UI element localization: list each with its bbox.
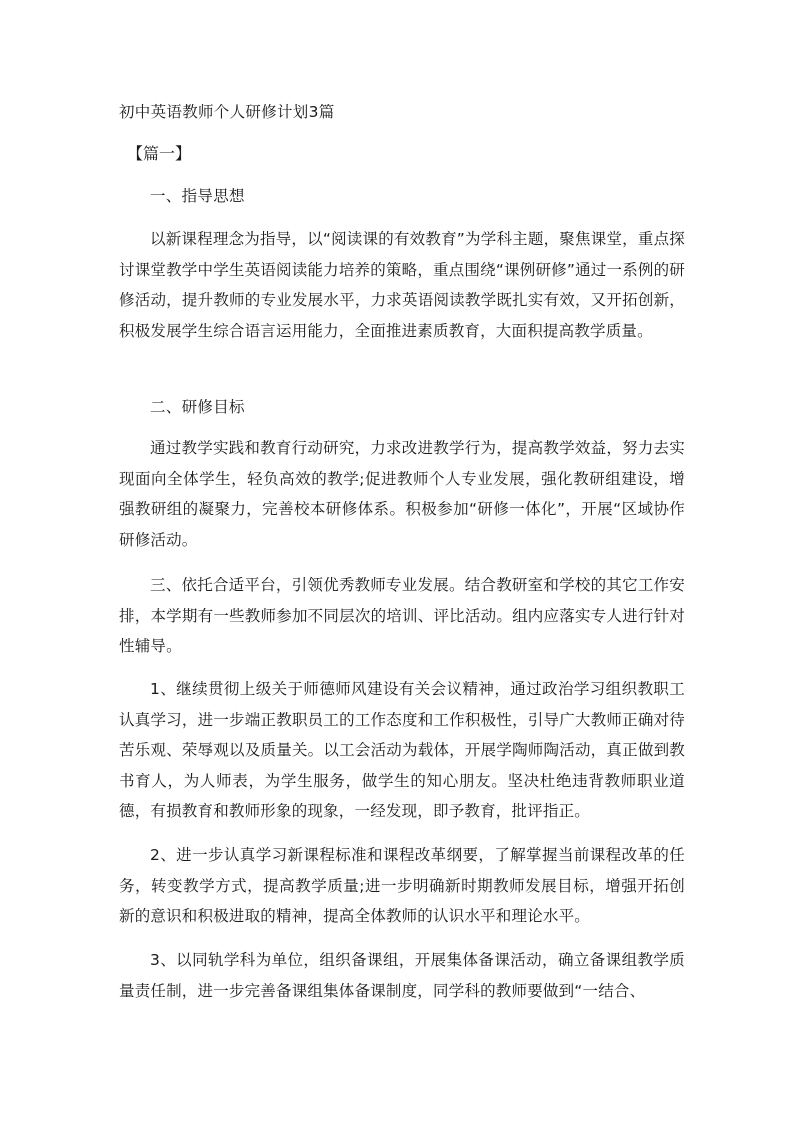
paragraph-guiding-ideology: 以新课程理念为指导，以“阅读课的有效教育”为学科主题，聚焦课堂，重点探讨课堂教学中学生英语阅读能力培养的策略，重点围绕“课例研修”通过一系例的研修活动，提升教师的专业发展水平，力求英语阅读教学既扎实有效，又开拓创新，积极发展学生综合语言运用能力，全面推进素质教育，大面积提高教学质量。 bbox=[119, 230, 685, 340]
paragraph-platform: 三、依托合适平台，引领优秀教师专业发展。结合教研室和学校的其它工作安排，本学期有一些教师参加不同层次的培训、评比活动。组内应落实专人进行针对性辅导。 bbox=[119, 576, 685, 655]
paragraph-item-3: 3、以同轨学科为单位，组织备课组，开展集体备课活动，确立备课组教学质量责任制，进一步完善备课组集体备课制度，同学科的教师要做到“一结合、 bbox=[119, 951, 685, 1000]
heading-guiding-ideology: 一、指导思想 bbox=[150, 187, 245, 205]
document-title: 初中英语教师个人研修计划3篇 bbox=[119, 103, 335, 121]
paragraph-item-2: 2、进一步认真学习新课程标准和课程改革纲要，了解掌握当前课程改革的任务，转变教学方式，提高教学质量;进一步明确新时期教师发展目标，增强开拓创新的意识和积极进取的精神，提高全体教师的认识水平和理论水平。 bbox=[119, 846, 685, 925]
paragraph-item-1: 1、继续贯彻上级关于师德师风建设有关会议精神，通过政治学习组织教职工认真学习，进一步端正教职员工的工作态度和工作积极性，引导广大教师正确对待苦乐观、荣辱观以及质量关。以工会活动为载体，开展学陶师陶活动，真正做到教书育人，为人师表，为学生服务，做学生的知心朋友。坚决杜绝违背教师职业道德，有损教育和教师形象的现象，一经发现，即予教育，批评指正。 bbox=[119, 680, 685, 820]
heading-research-goals: 二、研修目标 bbox=[150, 398, 245, 416]
paragraph-research-goals: 通过教学实践和教育行动研究，力求改进教学行为，提高教学效益，努力去实现面向全体学生，轻负高效的教学;促进教师个人专业发展，强化教研组建设，增强教研组的凝聚力，完善校本研修体系。积极参加“研修一体化”，开展“区域协作研修活动。 bbox=[119, 439, 685, 549]
section-label: 【篇一】 bbox=[127, 144, 192, 163]
